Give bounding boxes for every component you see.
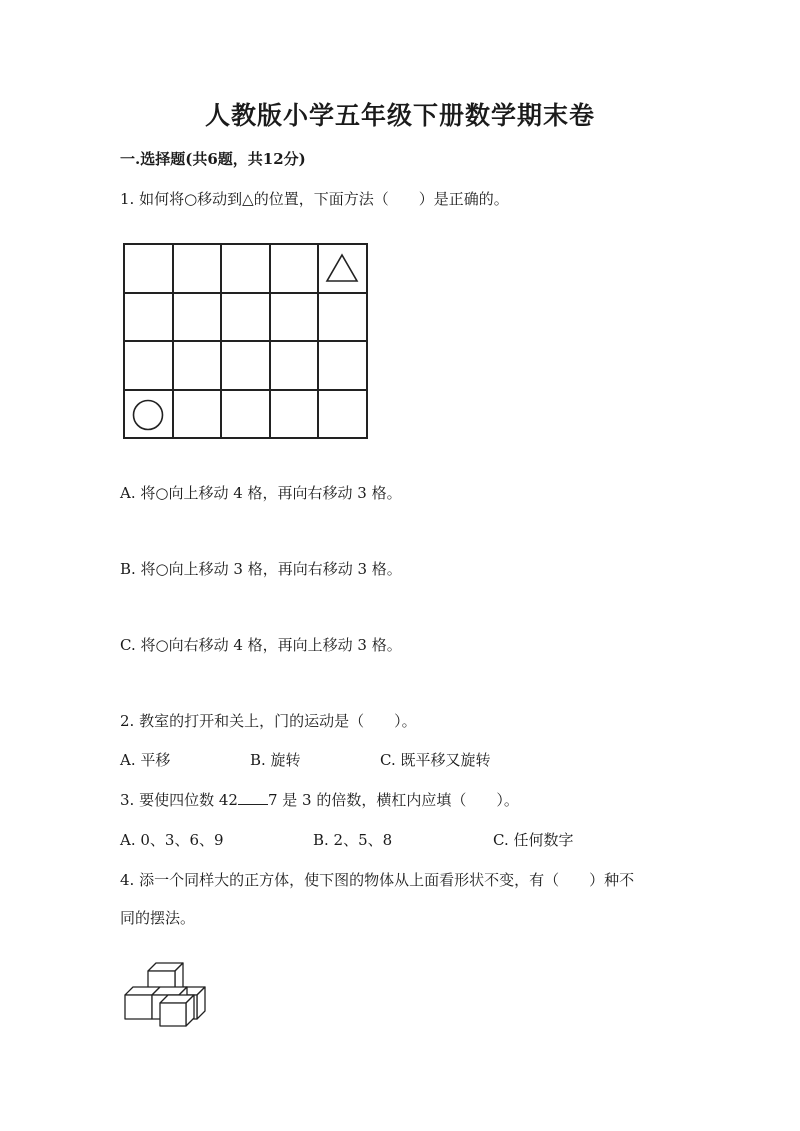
grid-cell	[222, 294, 271, 343]
question-1-option-c: C. 将○向右移动 4 格，再向上移动 3 格。	[120, 636, 402, 654]
question-4-stem-line-2: 同的摆法。	[120, 909, 196, 927]
question-3-option-b: B. 2、5、8	[313, 831, 393, 849]
grid-cell	[222, 342, 271, 391]
cube-stack-figure	[124, 962, 214, 1034]
grid-cell	[125, 342, 174, 391]
question-3-option-a: A. 0、3、6、9	[120, 831, 224, 849]
triangle-icon	[319, 245, 365, 291]
circle-icon	[125, 391, 171, 437]
question-1-option-b: B. 将○向上移动 3 格，再向右移动 3 格。	[120, 560, 402, 578]
question-3-stem-start: 3. 要使四位数 42	[120, 791, 238, 809]
question-3-stem	[120, 789, 519, 810]
answer-blank	[238, 790, 268, 805]
grid-cell	[271, 245, 320, 294]
question-1-stem: 1. 如何将○移动到△的位置，下面方法（ ）是正确的。	[120, 190, 509, 208]
grid-cell	[174, 391, 223, 440]
grid-cell	[271, 342, 320, 391]
question-2-option-c: C. 既平移又旋转	[380, 751, 491, 769]
page-title: 人教版小学五年级下册数学期末卷	[204, 101, 595, 130]
question-3-option-c: C. 任何数字	[493, 831, 574, 849]
grid-cell	[174, 342, 223, 391]
grid-cell	[319, 294, 368, 343]
grid-cell	[125, 245, 174, 294]
section-title: 一.选择题(共6题，共12分)	[120, 150, 306, 168]
question-2-stem: 2. 教室的打开和关上，门的运动是（ ）。	[120, 712, 417, 730]
grid-cell	[222, 391, 271, 440]
grid-cell	[271, 294, 320, 343]
grid-cell	[174, 294, 223, 343]
grid-cell	[222, 245, 271, 294]
grid-cell-triangle	[319, 245, 368, 294]
question-2-option-a: A. 平移	[120, 751, 171, 769]
grid-cell	[319, 342, 368, 391]
grid-cell	[174, 245, 223, 294]
grid-cell	[125, 294, 174, 343]
grid-cell	[319, 391, 368, 440]
question-4-stem-line-1: 4. 添一个同样大的正方体，使下图的物体从上面看形状不变，有（ ）种不	[120, 871, 635, 889]
question-2-option-b: B. 旋转	[250, 751, 301, 769]
grid-cell	[271, 391, 320, 440]
question-1-grid	[123, 243, 368, 439]
question-1-option-a: A. 将○向上移动 4 格，再向右移动 3 格。	[120, 484, 402, 502]
grid-cell-circle	[125, 391, 174, 440]
question-3-stem-end: 7 是 3 的倍数，横杠内应填（ ）。	[267, 791, 519, 809]
